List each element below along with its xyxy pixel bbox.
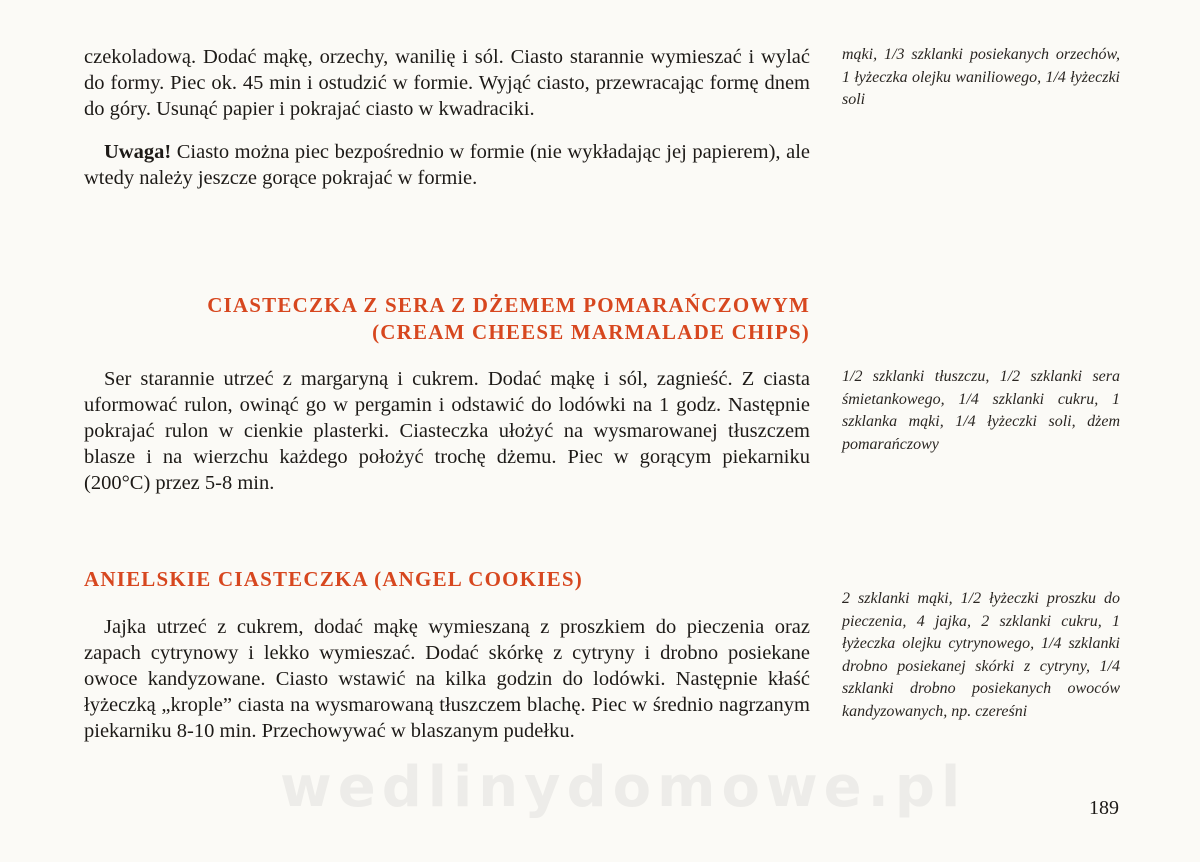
recipe1-body — [84, 366, 810, 496]
recipe2-paragraph: Jajka utrzeć z cukrem, dodać mąkę wymieszaną z proszkiem do pieczenia oraz zapach cytrynowy i lekko wymieszać. Dodać skórkę z cytryny i drobno posiekane owoce kandyzowane. Ciasto wstawić na kilka godzin do lodówki. Następnie kłaść łyżeczką „krople” ciasta na wysmarowaną tłuszczem blachę. Piec w średnio nagrzanym piekarniku 8-10 min. Przechowywać w blaszanym pudełku. — [84, 616, 810, 742]
note-label: Uwaga! — [104, 141, 172, 163]
continuation-paragraph: czekoladową. Dodać mąkę, orzechy, wanilię i sól. Ciasto starannie wymieszać i wylać do formy. Piec ok. 45 min i ostudzić w formie. Wyjąć ciasto, przewracając formę dnem do góry. Usunąć papier i pokrajać ciasto w kwadraciki. — [84, 46, 810, 120]
recipe2-title-text: ANIELSKIE CIASTECZKA (ANGEL COOKIES) — [84, 567, 583, 591]
note-text: Ciasto można piec bezpośrednio w formie (nie wykładając jej papierem), ale wtedy należy jeszcze gorące pokrajać w formie. — [84, 141, 810, 189]
watermark: wedlinydomowe.pl — [280, 755, 967, 820]
page-number: 189 — [1089, 797, 1119, 819]
recipe2-title — [84, 566, 810, 593]
recipe1-paragraph: Ser starannie utrzeć z margaryną i cukrem. Dodać mąkę i sól, zagnieść. Z ciasta uformować rulon, owinąć go w pergamin i odstawić do lodówki na 1 godz. Następnie pokrajać rulon w cienkie plasterki. Ciasteczka ułożyć na wysmarowanej tłuszczem blasze i na wierzchu każdego położyć trochę dżemu. Piec w gorącym piekarniku (200°C) przez 5-8 min. — [84, 368, 810, 494]
recipe1-ingredients: 1/2 szklanki tłuszczu, 1/2 szklanki sera śmietankowego, 1/4 szklanki cukru, 1 szklanka mąki, 1/4 łyżeczki soli, dżem pomarańczowy — [842, 368, 1120, 453]
recipe2-body — [84, 614, 810, 744]
continuation-text — [84, 44, 810, 191]
recipe1-title-line2: (CREAM CHEESE MARMALADE CHIPS) — [372, 320, 810, 344]
recipe1-title — [84, 292, 810, 346]
recipe2-ingredients: 2 szklanki mąki, 1/2 łyżeczki proszku do pieczenia, 4 jajka, 2 szklanki cukru, 1 łyżeczka olejku cytrynowego, 1/4 szklanki drobno posiekanej skórki z cytryny, 1/4 szklanki drobno posiekanych owoców kandyzowanych, np. czereśni — [842, 590, 1120, 720]
recipe1-title-line1: CIASTECZKA Z SERA Z DŻEMEM POMARAŃCZOWYM — [207, 293, 810, 317]
ingredients-previous: mąki, 1/3 szklanki posiekanych orzechów, 1 łyżeczka olejku waniliowego, 1/4 łyżeczki soli — [842, 46, 1120, 108]
note-paragraph — [84, 139, 810, 191]
